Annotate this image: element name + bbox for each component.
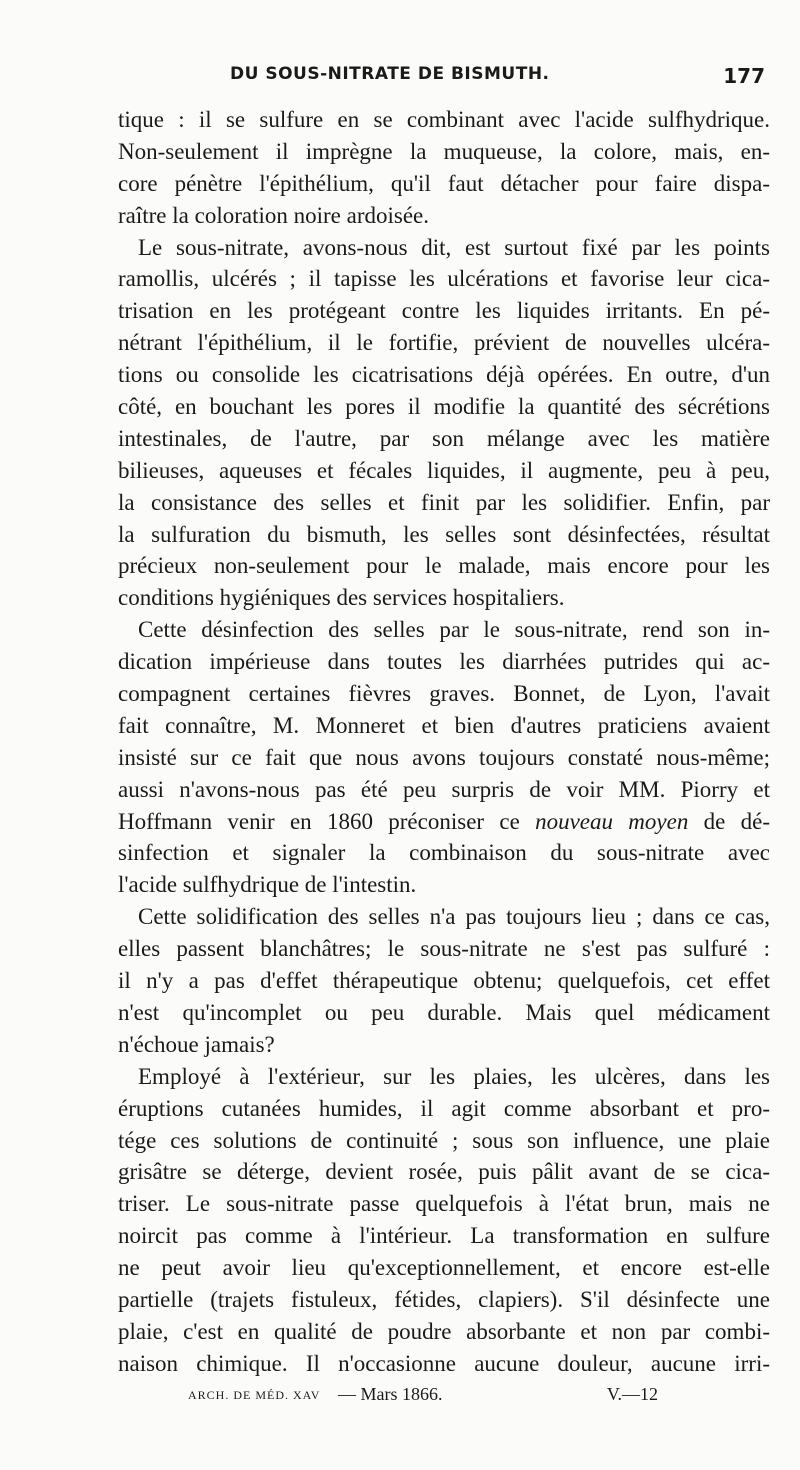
- text-line: tique : il se sulfure en se combinant avec l'acide sulfhydrique.: [118, 107, 770, 132]
- footer-journal: ARCH. DE MÉD. XAV: [188, 1388, 321, 1402]
- text-line: n'est qu'incomplet ou peu durable. Mais quel médicament: [118, 999, 770, 1025]
- text-line: intestinales, de l'autre, par son mélange avec les matière: [118, 425, 770, 451]
- text-line: raître la coloration noire ardoisée.: [118, 202, 429, 228]
- text-line: conditions hygiéniques des services hospitaliers.: [118, 585, 565, 611]
- footer-signature: V.—12: [606, 1384, 658, 1404]
- text-line: l'acide sulfhydrique de l'intestin.: [118, 872, 417, 898]
- text-line: partielle (trajets fistuleux, fétides, clapiers). S'il désinfecte une: [118, 1286, 770, 1312]
- page-footer: [188, 1384, 658, 1414]
- text-line: précieux non-seulement pour le malade, mais encore pour les: [118, 553, 770, 579]
- running-title: DU SOUS-NITRATE DE BISMUTH.: [230, 64, 550, 84]
- text-line: Le sous-nitrate, avons-nous dit, est surtout fixé par les points: [138, 234, 770, 260]
- text-line: il n'y a pas d'effet thérapeutique obtenu; quelquefois, cet effet: [118, 968, 770, 994]
- italic-phrase: nouveau moyen: [535, 808, 689, 834]
- text-line: ne peut avoir lieu qu'exceptionnellement, et encore est-elle: [118, 1255, 770, 1281]
- text-line: plaie, c'est en qualité de poudre absorbante et non par combi-: [118, 1318, 770, 1344]
- text-line: n'échoue jamais?: [118, 1031, 275, 1057]
- text-line: côté, en bouchant les pores il modifie la quantité des sécrétions: [118, 394, 770, 420]
- text-line: compagnent certaines fièvres graves. Bonnet, de Lyon, l'avait: [118, 681, 770, 707]
- text-line: Non-seulement il imprègne la muqueuse, la colore, mais, en-: [118, 138, 770, 164]
- text-line: naison chimique. Il n'occasionne aucune douleur, aucune irri-: [118, 1350, 770, 1376]
- text-line: elles passent blanchâtres; le sous-nitrate ne s'est pas sulfuré :: [118, 936, 770, 962]
- text-line: dication impérieuse dans toutes les diarrhées putrides qui ac-: [118, 649, 770, 675]
- text-line: sinfection et signaler la combinaison du sous-nitrate avec: [118, 840, 770, 866]
- text-line: ramollis, ulcérés ; il tapisse les ulcérations et favorise leur cica-: [118, 266, 770, 292]
- page-number: 177: [723, 64, 765, 88]
- text-segment: Hoffmann venir en 1860 préconiser ce: [118, 808, 520, 834]
- text-line: triser. Le sous-nitrate passe quelquefois à l'état brun, mais ne: [118, 1191, 770, 1217]
- text-line: Cette désinfection des selles par le sous-nitrate, rend son in-: [138, 617, 770, 643]
- text-line: grisâtre se déterge, devient rosée, puis pâlit avant de se cica-: [118, 1159, 770, 1185]
- text-line: Cette solidification des selles n'a pas toujours lieu ; dans ce cas,: [138, 904, 770, 930]
- text-line: la sulfuration du bismuth, les selles sont désinfectées, résultat: [118, 521, 770, 547]
- text-line: la consistance des selles et finit par les solidifier. Enfin, par: [118, 489, 770, 515]
- text-line: tions ou consolide les cicatrisations déjà opérées. En outre, d'un: [118, 362, 770, 388]
- text-line: Employé à l'extérieur, sur les plaies, les ulcères, dans les: [138, 1063, 770, 1089]
- text-line: noircit pas comme à l'intérieur. La transformation en sulfure: [118, 1223, 770, 1249]
- text-line: fait connaître, M. Monneret et bien d'autres praticiens avaient: [118, 712, 770, 738]
- text-line: core pénètre l'épithélium, qu'il faut détacher pour faire dispa-: [118, 170, 770, 196]
- page-header: [110, 64, 765, 94]
- text-line: nétrant l'épithélium, il le fortifie, prévient de nouvelles ulcéra-: [118, 330, 770, 356]
- body-text: [118, 104, 770, 1380]
- text-line: tége ces solutions de continuité ; sous son influence, une plaie: [118, 1127, 770, 1153]
- text-line: éruptions cutanées humides, il agit comme absorbant et pro-: [118, 1095, 770, 1121]
- text-line: trisation en les protégeant contre les liquides irritants. En pé-: [118, 298, 770, 324]
- footer-date: — Mars 1866.: [338, 1384, 443, 1404]
- text-line: bilieuses, aqueuses et fécales liquides, il augmente, peu à peu,: [118, 457, 770, 483]
- text-line: insisté sur ce fait que nous avons toujours constaté nous-même;: [118, 744, 770, 770]
- text-segment: de dé-: [703, 808, 771, 834]
- text-line: aussi n'avons-nous pas été peu surpris de voir MM. Piorry et: [118, 776, 770, 802]
- text-line: [118, 806, 770, 838]
